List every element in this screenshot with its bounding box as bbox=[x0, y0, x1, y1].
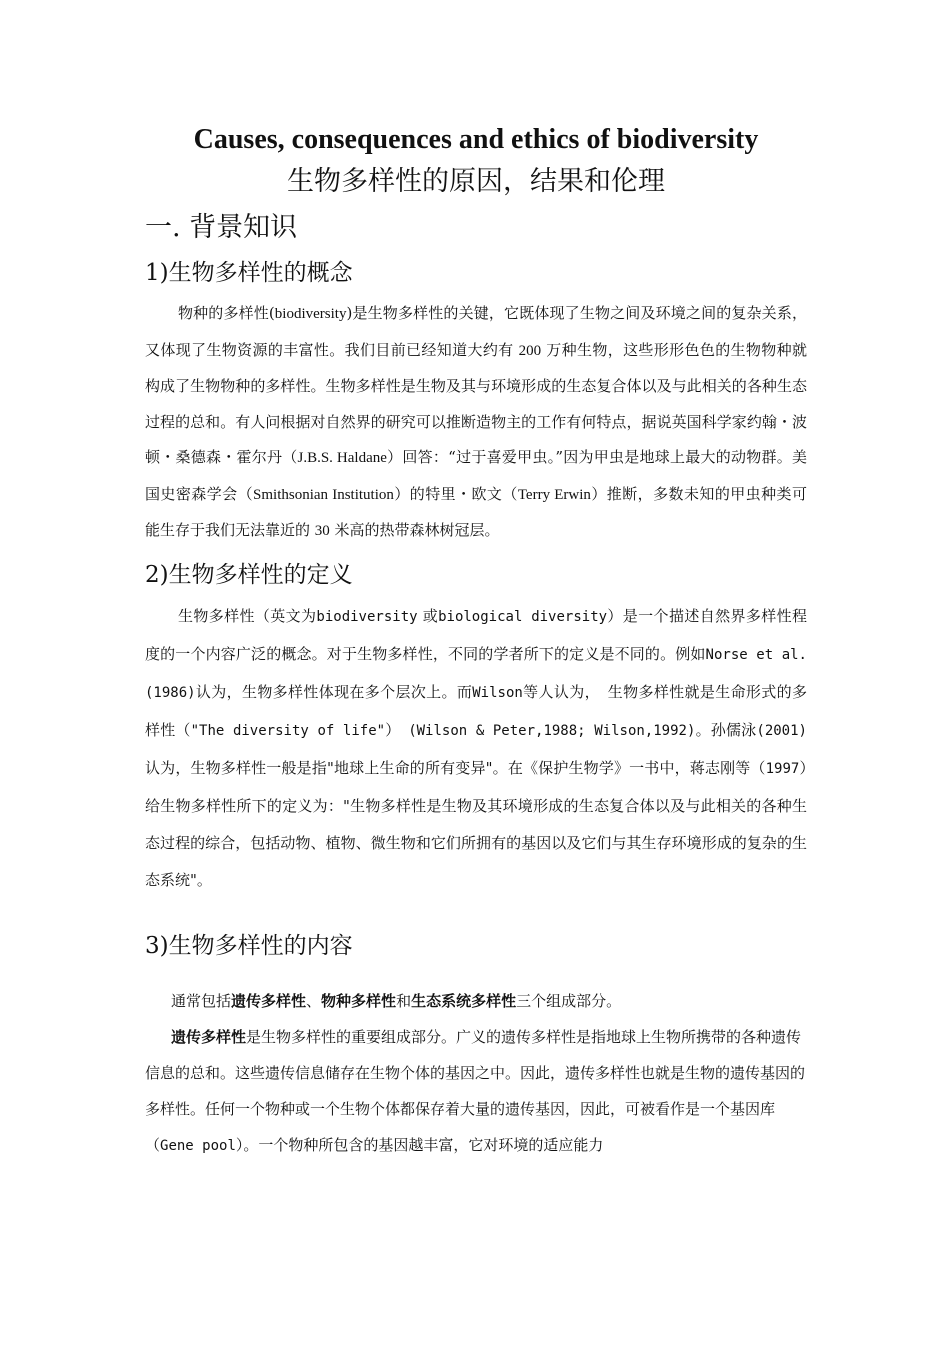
text-run: )是生物多样性的关键，它既体现了生物之间及环境之间的复杂关系，又体现了生物资源的丰富性。我们目前已经知道大约有 bbox=[145, 304, 807, 359]
text-run-mono: biodiversity bbox=[316, 608, 418, 625]
text-run: 或 bbox=[417, 606, 439, 625]
subsection-heading-content: 3)生物多样性的内容 bbox=[145, 932, 353, 959]
paragraph-definition bbox=[145, 598, 807, 899]
subsection-heading-concept: 1)生物多样性的概念 bbox=[145, 260, 353, 286]
paragraph-concept bbox=[145, 296, 807, 550]
text-run-latin: Terry Erwin bbox=[517, 486, 591, 503]
paragraph-content-intro bbox=[145, 983, 807, 1019]
text-run: ） bbox=[385, 720, 409, 739]
term-genetic-diversity: 遗传多样性 bbox=[171, 1027, 247, 1046]
text-run: 万种生物，这些形形色色的生物物种就构成了生物物种的多样性。生物多样性是生物及其与环境形成的生态复合体以及与此相关的各种生态过程的总和。有人问根据对自然界的研究可以推断造物主的工作有何特点，据说英国科学家约翰・波顿・桑德森・霍尔丹（ bbox=[145, 340, 807, 466]
text-run: ）回答：“过于喜爱甲虫。”因为甲虫是地球上最大的动物群。美国史密森学会（ bbox=[145, 448, 807, 503]
text-run-mono: (Wilson & Peter,1988; Wilson,1992) bbox=[408, 722, 696, 739]
section-heading-background: 一. 背景知识 bbox=[145, 212, 298, 243]
text-run: 、 bbox=[306, 991, 322, 1010]
term-ecosystem-diversity: 生态系统多样性 bbox=[411, 991, 517, 1010]
document-title-english: Causes, consequences and ethics of biodiversity bbox=[193, 124, 759, 155]
text-run: 米高的热带森林树冠层。 bbox=[329, 521, 500, 539]
text-run: ）推断，多数未知的甲虫种类可能生存于我们无法靠近的 bbox=[145, 484, 807, 539]
text-run: ）。一个物种所包含的基因越丰富，它对环境的适应能力 bbox=[235, 1135, 604, 1154]
text-run-mono: (2001) bbox=[756, 722, 807, 739]
text-run-mono: Norse et al.(1986) bbox=[145, 646, 807, 701]
text-run: 等人认为， 生物多样性就是生命形式的多样性（ bbox=[145, 682, 807, 739]
text-run: 生物多样性（英文为 bbox=[178, 606, 317, 625]
text-run-latin: biodiversity bbox=[274, 306, 347, 322]
text-run: 通常包括 bbox=[171, 991, 232, 1010]
text-run: 物种的多样性( bbox=[178, 304, 275, 322]
term-species-diversity: 物种多样性 bbox=[321, 991, 397, 1010]
text-run-mono: Gene pool bbox=[160, 1137, 236, 1154]
text-run-mono: Wilson bbox=[472, 684, 523, 701]
paragraph-genetic-diversity bbox=[145, 1019, 807, 1164]
text-run: 和 bbox=[396, 991, 412, 1010]
text-run: 是生物多样性的重要组成部分。广义的遗传多样性是指地球上生物所携带的各种遗传信息的总和。这些遗传信息储存在生物个体的基因之中。因此，遗传多样性也就是生物的遗传基因的多样性。任何一个物种或一个生物个体都保存着大量的遗传基因，因此，可被看作是一个基因库（ bbox=[145, 1027, 806, 1154]
text-run: ）是一个描述自然界多样性程度的一个内容广泛的概念。对于生物多样性，不同的学者所下的定义是不同的。例如 bbox=[145, 606, 807, 663]
text-run: ）的特里・欧文（ bbox=[393, 484, 518, 503]
document-title-chinese: 生物多样性的原因，结果和伦理 bbox=[287, 166, 665, 197]
text-run-number: 30 bbox=[314, 523, 330, 539]
text-run: ）给生物多样性所下的定义为："生物多样性是生物及其环境形成的生态复合体以及与此相关的各种生态过程的综合，包括动物、植物、微生物和它们所拥有的基因以及它们与其生存环境形成的复杂的生态系统"。 bbox=[145, 758, 807, 889]
subsection-heading-definition: 2)生物多样性的定义 bbox=[145, 561, 353, 588]
text-run-latin: Smithsonian Institution bbox=[253, 486, 394, 503]
text-run-mono: biological diversity bbox=[438, 608, 608, 625]
text-run: 认为，生物多样性体现在多个层次上。而 bbox=[195, 682, 473, 701]
text-run-latin: J.B.S. Haldane bbox=[297, 450, 387, 466]
text-run-mono: "The diversity of life" bbox=[190, 722, 386, 739]
term-genetic-diversity: 遗传多样性 bbox=[231, 991, 307, 1010]
text-run-number: 200 bbox=[518, 342, 542, 359]
text-run: 。孙儒泳 bbox=[695, 720, 757, 739]
text-run-mono: 1997 bbox=[765, 760, 800, 777]
text-run: 认为，生物多样性一般是指"地球上生命的所有变异"。在《保护生物学》一书中，蒋志刚等（ bbox=[145, 758, 766, 777]
text-run: 三个组成部分。 bbox=[516, 991, 622, 1010]
